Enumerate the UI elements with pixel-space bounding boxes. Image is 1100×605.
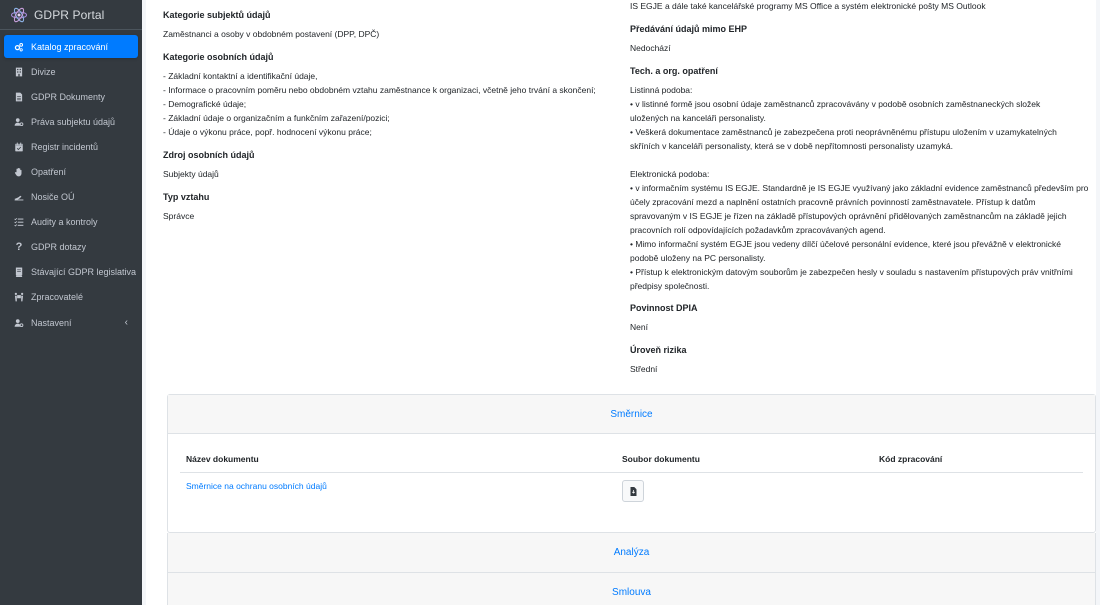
sidebar-item-audity[interactable] <box>4 211 138 234</box>
building-icon <box>13 66 25 78</box>
column-header-name: Název dokumentu <box>180 446 616 473</box>
documents-accordion <box>167 394 1096 605</box>
subjects-title: Kategorie subjektů údajů <box>163 10 271 20</box>
main-content <box>142 0 1100 605</box>
accordion-header-smlouva[interactable]: Smlouva <box>167 573 1096 605</box>
dpia-value: Není <box>630 322 648 332</box>
sidebar-item-label: Registr incidentů <box>31 141 99 152</box>
sidebar-item-nosice[interactable] <box>4 186 138 209</box>
sidebar-item-label: Nastavení <box>31 317 72 328</box>
column-header-code: Kód zpracování <box>873 446 1083 473</box>
sidebar-item-opatreni[interactable] <box>4 160 138 183</box>
personal-data-line: - Demografické údaje; <box>163 99 247 109</box>
sidebar-item-legislativa[interactable] <box>4 261 138 284</box>
risk-level-value: Střední <box>630 364 658 374</box>
measures-text <box>630 83 1088 293</box>
subjects-value: Zaměstnanci a osoby v obdobném postavení (DPP, DPČ) <box>163 29 380 39</box>
personal-data-title: Kategorie osobních údajů <box>163 52 274 62</box>
personal-data-line: - Údaje o výkonu práce, popř. hodnocení výkonu práce; <box>163 127 372 137</box>
sidebar-item-label: Zpracovatelé <box>31 292 84 303</box>
sidebar-item-label: GDPR dotazy <box>31 242 87 253</box>
atom-logo-icon <box>10 6 28 24</box>
file-icon <box>13 91 25 103</box>
measures-line: • v informačním systému IS EGJE. Standardně je IS EGJE využívaný jako základní evidence zaměstnanců především pro <box>630 183 1089 193</box>
hand-icon <box>13 166 25 178</box>
transfer-value: Nedochází <box>630 43 671 53</box>
documents-table <box>180 446 1083 510</box>
personal-data-line: - Základní údaje o organizačním a funkčním zařazení/pozici; <box>163 113 390 123</box>
measures-line: skříních v kanceláři personalisty, která se v době nepřítomnosti personalisty uzamyká. <box>630 141 953 151</box>
measures-line: • Přístup k elektronickým datovým souborům je zabezpečen hesly v souladu s nastavením přístupových práv vnitřními <box>630 267 1073 277</box>
sidebar-item-label: Nosiče OÚ <box>31 192 75 203</box>
measures-line: • Veškerá dokumentace zaměstnanců je zabezpečena proti neoprávněnému přístupu uložením v uzamykatelných <box>630 127 1057 137</box>
personal-data-line: - Základní kontaktní a identifikační údaje, <box>163 71 318 81</box>
measures-line: pracovních rolí odpovídajících požadavkům zpracovávaných agend. <box>630 225 886 235</box>
source-title: Zdroj osobních údajů <box>163 150 255 160</box>
user-gear-icon <box>13 317 25 329</box>
sidebar-item-gdpr-dokumenty[interactable] <box>4 85 138 108</box>
measures-line: uložených na kanceláři personalisty. <box>630 113 766 123</box>
accordion-panel-smernice <box>167 394 1096 533</box>
measures-line: spravovaným v IS EGJE je řízen na základě přístupových oprávnění přidělovaných zaměstnancům na základě jejich <box>630 211 1067 221</box>
relation-type-title: Typ vztahu <box>163 192 210 202</box>
list-check-icon <box>13 216 25 228</box>
sidebar-nav <box>0 30 142 334</box>
question-icon: ? <box>15 241 23 254</box>
risk-level-title: Úroveň rizika <box>630 345 687 355</box>
systems-value: IS EGJE a dále také kancelářské programy MS Office a systém elektronické pošty MS Outlook <box>630 1 986 11</box>
sidebar-item-label: GDPR Dokumenty <box>31 91 106 102</box>
transfer-title: Předávání údajů mimo EHP <box>630 24 748 34</box>
table-row <box>180 473 1083 511</box>
detail-card <box>146 0 1096 605</box>
sidebar-item-label: Práva subjektu údajů <box>31 116 116 127</box>
book-icon <box>13 266 25 278</box>
measures-line: účely zpracování mezd a naplnění ostatních pracovně právních povinností zaměstnavatele. Přístup k datům <box>630 197 1036 207</box>
people-carry-icon <box>13 291 25 303</box>
measures-line: Elektronická podoba: <box>630 169 710 179</box>
personal-data-line: - Informace o pracovním poměru nebo obdobném vztahu zaměstnance k organizaci, včetně jeho trvání a skončení; <box>163 85 596 95</box>
sidebar-item-nastaveni[interactable] <box>4 311 138 334</box>
dpia-title: Povinnost DPIA <box>630 303 698 313</box>
sidebar-item-prava-subjektu[interactable] <box>4 110 138 133</box>
brand-title: GDPR Portal <box>34 7 105 22</box>
measures-line: • Mimo informační systém EGJE jsou vedeny dílčí účelové personální evidence, které jsou převážně v elektronické <box>630 239 1062 249</box>
sidebar-item-label: Stávající GDPR legislativa <box>31 267 137 278</box>
sidebar-item-label: Audity a kontroly <box>31 217 98 228</box>
sidebar-item-gdpr-dotazy[interactable] <box>4 236 138 259</box>
truck-icon <box>13 191 25 203</box>
sidebar-item-registr-incidentu[interactable] <box>4 135 138 158</box>
calendar-icon <box>13 141 25 153</box>
relation-type-value: Správce <box>163 211 195 221</box>
brand[interactable] <box>0 0 142 30</box>
measures-line: Listinná podoba: <box>630 85 693 95</box>
sidebar-item-label: Opatření <box>31 166 67 177</box>
accordion-body-smernice <box>168 434 1095 532</box>
file-download-icon <box>629 487 638 496</box>
measures-line <box>630 153 1088 167</box>
sidebar-item-label: Divize <box>31 66 56 77</box>
measures-line: předpisy společnosti. <box>630 281 710 291</box>
sidebar-item-zpracovatele[interactable] <box>4 286 138 309</box>
accordion-header-smernice[interactable]: Směrnice <box>168 395 1095 434</box>
accordion-header-analyza[interactable]: Analýza <box>167 533 1096 573</box>
sidebar-item-label: Katalog zpracování <box>31 41 109 52</box>
source-value: Subjekty údajů <box>163 169 219 179</box>
document-link[interactable]: Směrnice na ochranu osobních údajů <box>186 481 327 491</box>
measures-title: Tech. a org. opatření <box>630 66 718 76</box>
file-download-button[interactable] <box>622 480 644 502</box>
sidebar-item-katalog[interactable] <box>4 35 138 58</box>
code-cell <box>873 473 1083 511</box>
cogs-icon <box>13 41 25 53</box>
sidebar <box>0 0 142 605</box>
column-header-file: Soubor dokumentu <box>616 446 873 473</box>
measures-line: podobě uloženy na PC personalisty. <box>630 253 766 263</box>
chevron-left-icon[interactable]: ‹ <box>124 317 128 329</box>
personal-data-list <box>163 69 596 139</box>
user-cog-icon <box>13 116 25 128</box>
sidebar-item-divize[interactable] <box>4 60 138 83</box>
measures-line: • v listinné formě jsou osobní údaje zaměstnanců zpracovávány v podobě osobních zaměstnaneckých složek <box>630 99 1041 109</box>
